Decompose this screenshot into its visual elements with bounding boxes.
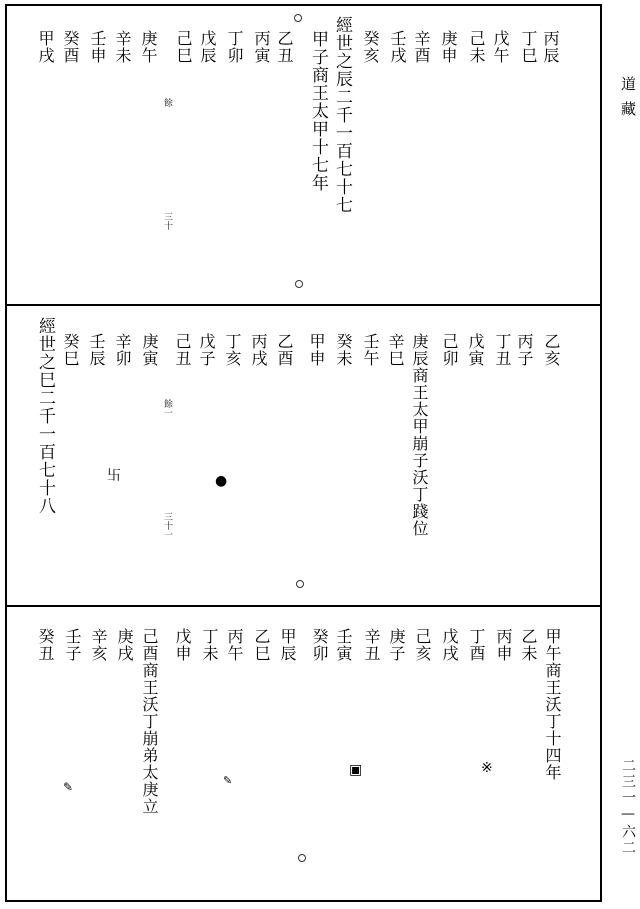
- entry: 壬午: [361, 333, 380, 367]
- entry: 壬申: [88, 30, 107, 64]
- entry: 癸巳: [61, 333, 80, 367]
- entry: 癸未: [334, 333, 353, 367]
- entry: 乙丑: [275, 30, 294, 64]
- entry: 辛丑: [362, 628, 381, 662]
- entry: 甲辰: [278, 628, 297, 662]
- entry: 乙未: [519, 628, 538, 662]
- panel-divider-1: [5, 304, 602, 306]
- margin-circle: [295, 280, 303, 288]
- annotation-mark: 餘一: [162, 399, 172, 417]
- entry: 己未: [467, 30, 486, 64]
- entry: 己巳: [174, 30, 193, 64]
- ink-blot: ✎: [223, 774, 233, 787]
- entry: 戊子: [197, 333, 216, 367]
- entry: 丁卯: [225, 30, 244, 64]
- entry: 丁未: [200, 628, 219, 662]
- entry: 戊辰: [198, 30, 217, 64]
- entry: 戊申: [173, 628, 192, 662]
- entry: 己卯: [440, 333, 459, 367]
- entry: 己丑: [173, 333, 192, 367]
- cycle-heading: 經世之辰二千一百七十七: [332, 16, 352, 214]
- ink-blot: ✎: [63, 780, 74, 794]
- reign-entry: 甲午商王沃丁十四年: [543, 628, 562, 781]
- ink-blot: ●: [215, 473, 228, 489]
- panel-3: [7, 608, 600, 900]
- entry: 壬寅: [334, 628, 353, 662]
- entry: 己亥: [413, 628, 432, 662]
- entry: 辛巳: [386, 333, 405, 367]
- entry: 癸卯: [310, 628, 329, 662]
- panel-2: [7, 307, 600, 603]
- entry: 癸亥: [361, 30, 380, 64]
- seal-glyph: ▣: [349, 762, 363, 778]
- reign-entry: 庚辰商王太甲崩子沃丁踐位: [410, 333, 429, 537]
- annotation-mark: 三十一: [162, 512, 172, 539]
- entry: 庚子: [387, 628, 406, 662]
- entry: 辛未: [113, 30, 132, 64]
- entry: 丙子: [515, 333, 534, 367]
- entry: 丁酉: [467, 628, 486, 662]
- entry: 壬戌: [388, 30, 407, 64]
- entry: 丁亥: [223, 333, 242, 367]
- entry: 戊戌: [440, 628, 459, 662]
- entry: 丙戌: [249, 333, 268, 367]
- entry: 辛卯: [113, 333, 132, 367]
- ink-blot: ※: [481, 760, 493, 776]
- entry: 庚戌: [115, 628, 134, 662]
- entry: 壬子: [63, 628, 82, 662]
- entry: 丁丑: [493, 333, 512, 367]
- cycle-heading: 經世之巳二千一百七十八: [35, 317, 55, 515]
- seal-glyph: 卐: [107, 468, 121, 484]
- entry: 丁巳: [519, 30, 538, 64]
- book-title: 道藏: [619, 76, 637, 126]
- entry: 庚申: [439, 30, 458, 64]
- annotation-mark: 餘: [162, 98, 172, 107]
- reign-entry: 己酉商王沃丁崩弟太庚立: [140, 628, 159, 815]
- entry: 乙亥: [542, 333, 561, 367]
- entry: 戊午: [491, 30, 510, 64]
- entry: 丙辰: [541, 30, 560, 64]
- reign-entry: 甲子商王太甲十七年: [308, 30, 328, 192]
- entry: 癸酉: [61, 30, 80, 64]
- entry: 乙巳: [252, 628, 271, 662]
- entry: 庚寅: [140, 333, 159, 367]
- entry: 癸丑: [36, 628, 55, 662]
- margin-circle: [298, 854, 306, 862]
- margin-circle: [294, 14, 302, 22]
- entry: 庚午: [139, 30, 158, 64]
- entry: 辛亥: [89, 628, 108, 662]
- entry: 辛酉: [412, 30, 431, 64]
- entry: 甲戌: [36, 30, 55, 64]
- panel-divider-2: [5, 605, 602, 607]
- entry: 丙申: [494, 628, 513, 662]
- entry: 甲申: [307, 333, 326, 367]
- entry: 丙午: [225, 628, 244, 662]
- panel-1: [7, 6, 600, 302]
- entry: 戊寅: [466, 333, 485, 367]
- entry: 丙寅: [252, 30, 271, 64]
- page-reference: 二三一—六二: [620, 758, 636, 856]
- entry: 壬辰: [87, 333, 106, 367]
- margin-circle: [296, 580, 304, 588]
- entry: 乙酉: [275, 333, 294, 367]
- annotation-mark: 三十: [162, 212, 172, 230]
